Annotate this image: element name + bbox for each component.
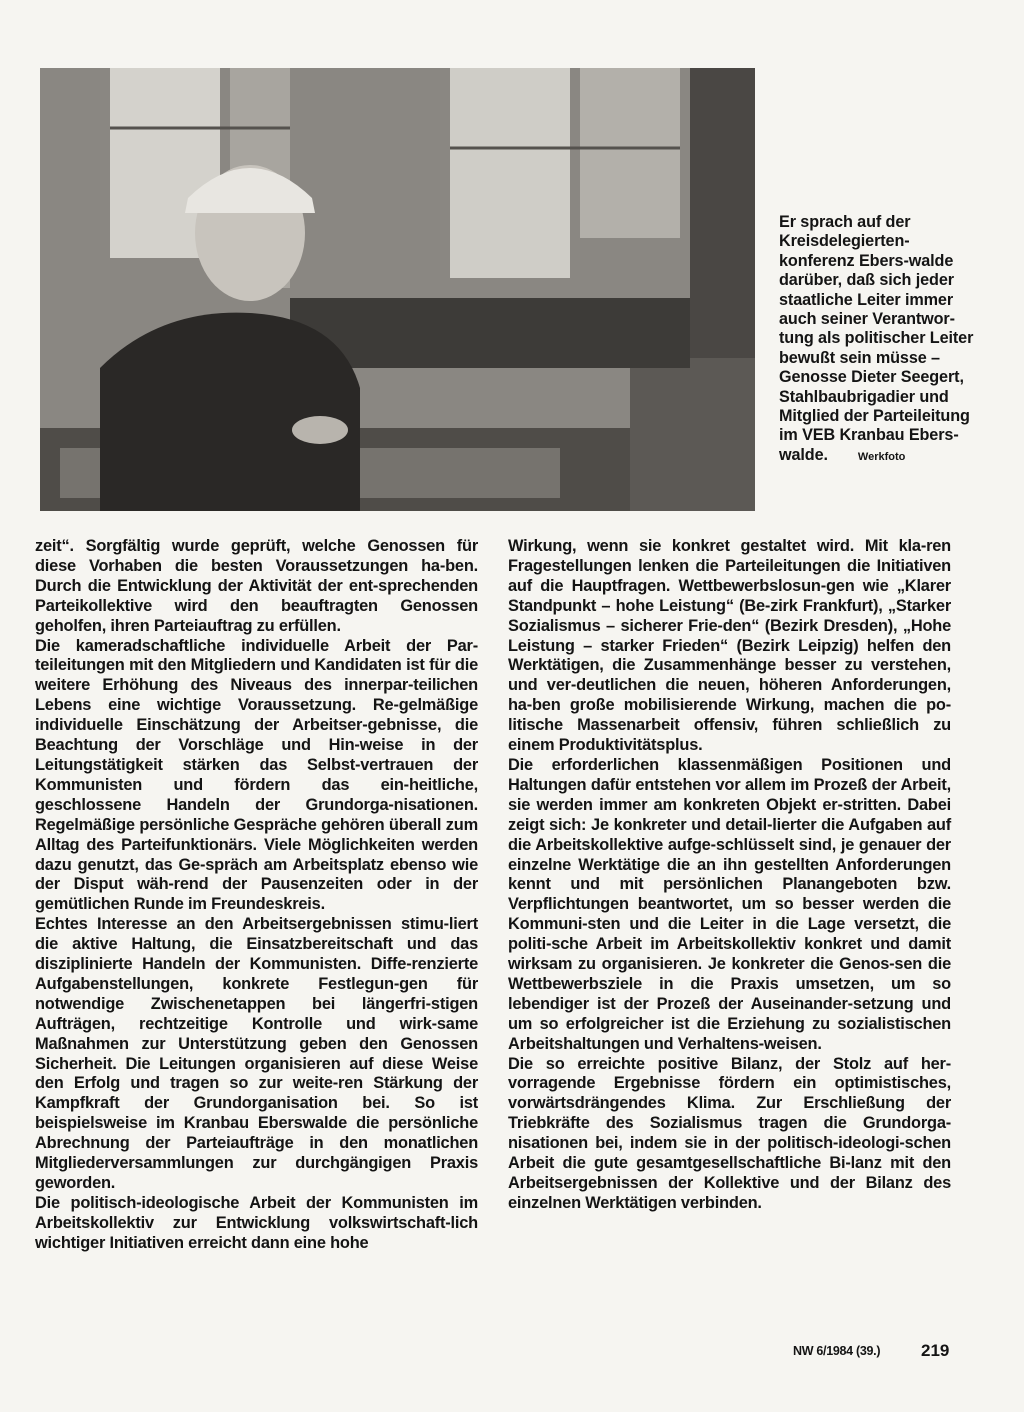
page-number: 219 xyxy=(921,1341,950,1360)
photo-credit: Werkfoto xyxy=(857,450,906,463)
photo-worker-icon xyxy=(40,68,755,511)
right-column xyxy=(508,537,951,1214)
caption-text: Er sprach auf der Kreisdelegierten-konferenz Ebers-walde darüber, daß sich jeder staatliche Leiter immer auch seiner Verantwor-tung als politischer Leiter bewußt sein müsse – Genosse Dieter Seegert, Stahlbaubrigadier und Mitglied der Parteileitung im VEB Kranbau Ebers-walde. xyxy=(779,213,974,464)
paragraph: Die politisch-ideologische Arbeit der Kommunisten im Arbeitskollektiv zur Entwicklung volkswirtschaft-lich wichtiger Initiativen erreicht dann eine hohe xyxy=(35,1193,478,1252)
paragraph: Die kameradschaftliche individuelle Arbeit der Par-teileitungen mit den Mitgliedern und Kandidaten ist für die weitere Erhöhung des Niveaus des innerpar-teilichen Lebens eine wichtige Voraussetzung. Re-gelmäßige individuelle Einschätzung der Arbeitser-gebnisse, die Beachtung der Vorschläge und Hin-weise in der Leitungstätigkeit stärken das Selbst-vertrauen der Kommunisten und fördern das ein-heitliche, geschlossene Handeln der Grundorga-nisationen. Regelmäßige persönliche Gespräche gehören überall zum Alltag des Parteifunktionärs. Viele Möglichkeiten werden dazu genutzt, das Ge-spräch am Arbeitsplatz ebenso wie der Disput wäh-rend der Pausenzeiten oder in der gemütlichen Runde im Freundeskreis. xyxy=(35,636,478,914)
left-column xyxy=(35,537,478,1254)
paragraph: zeit“. Sorgfältig wurde geprüft, welche Genossen für diese Vorhaben die besten Voraussetzungen ha-ben. Durch die Entwicklung der Aktivität der ent-sprechenden Parteikollektive wird den beauftragten Genossen geholfen, ihren Parteiauftrag zu erfüllen. xyxy=(35,537,478,635)
paragraph: Die so erreichte positive Bilanz, der Stolz auf her-vorragende Ergebnisse fördern ein optimistisches, vorwärtsdrängendes Klima. Zur Erschließung der Triebkräfte des Sozialismus tragen die Grundorga-nisationen bei, indem sie in der politisch-ideologi-schen Arbeit die gute gesamtgesellschaftliche Bi-lanz mit den Arbeitsergebnissen der Kollektive und der Bilanz des einzelnen Werktätigen verbinden. xyxy=(508,1054,951,1212)
paragraph: Echtes Interesse an den Arbeitsergebnissen stimu-liert die aktive Haltung, die Einsatzbereitschaft und das disziplinierte Handeln der Kommunisten. Diffe-renzierte Aufgabenstellungen, konkrete Festlegun-gen für notwendige Zwischenetappen bei längerfri-stigen Aufträgen, rechtzeitige Kontrolle und wirk-same Maßnahmen zur Unterstützung geben den Genossen Sicherheit. Die Leitungen organisieren auf diese Weise den Erfolg und tragen so zur weite-ren Stärkung der Kampfkraft der Grundorganisation bei. So ist beispielsweise im Kranbau Eberswalde die persönliche Abrechnung der Parteiaufträge in den monatlichen Mitgliederversammlungen zur durchgängigen Praxis geworden. xyxy=(35,915,478,1192)
issue-reference: NW 6/1984 (39.) xyxy=(793,1344,881,1358)
paragraph: Wirkung, wenn sie konkret gestaltet wird. Mit kla-ren Fragestellungen lenken die Parteileitungen die Initiativen auf die Hauptfragen. Wettbewerbslosun-gen wie „Klarer Standpunkt – hohe Leistung“ (Be-zirk Frankfurt), „Starker Sozialismus – sicherer Frie-den“ (Bezirk Dresden), „Hohe Leistung – starker Frieden“ (Bezirk Leipzig) helfen den Werktätigen, die Zusammenhänge besser zu verstehen, und ver-deutlichen die neuen, höheren Anforderungen, ha-ben große mobilisierende Wirkung, machen die po-litische Massenarbeit offensiv, führen schließlich zu einem Produktivitätsplus. xyxy=(508,537,951,755)
paragraph: Die erforderlichen klassenmäßigen Positionen und Haltungen dafür entstehen vor allem im Prozeß der Arbeit, sie werden immer am konkreten Objekt er-stritten. Dabei zeigt sich: Je konkreter und detail-lierter die Aufgaben auf die Arbeitskollektive aufge-schlüsselt sind, je genauer der einzelne Werktätige die an ihn gestellten Anforderungen kennt und mit persönlichen Planangeboten bzw. Verpflichtungen beantwortet, um so besser werden die Kommuni-sten und die Leiter in die Lage versetzt, die politi-sche Arbeit im Arbeitskollektiv konkret und damit wirksam zu organisieren. Je konkreter die Genos-sen die Wettbewerbsziele in die Praxis umsetzen, um so lebendiger ist der Prozeß der Auseinander-setzung und um so erfolgreicher ist die Erziehung zu sozialistischen Arbeitshaltungen und Verhaltens-weisen. xyxy=(508,755,951,1053)
photo-caption xyxy=(779,213,979,467)
